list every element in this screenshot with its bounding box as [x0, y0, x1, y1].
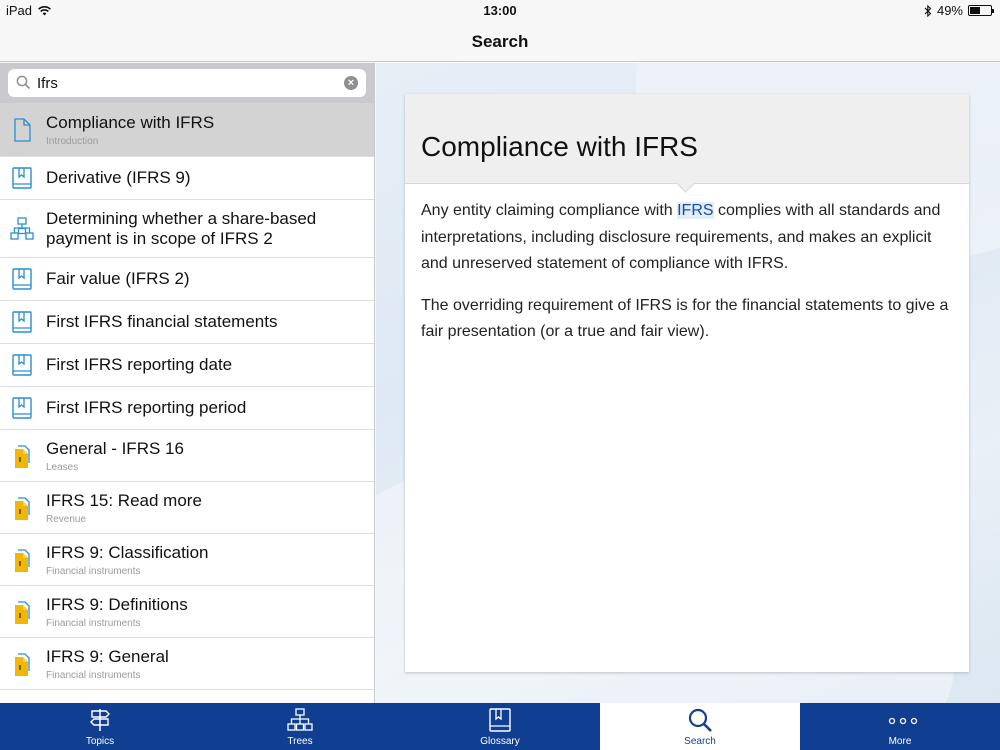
- clear-search-button[interactable]: ×: [344, 76, 358, 90]
- book-icon: [486, 707, 514, 733]
- result-subtitle: Financial instruments: [46, 617, 141, 629]
- search-result-item[interactable]: [0, 586, 374, 638]
- topic-title: Compliance with IFRS: [421, 131, 698, 162]
- result-title: Determining whether a share-based payment is in scope of IFRS 2: [46, 208, 317, 248]
- tab-label: More: [888, 736, 912, 747]
- result-title: IFRS 9: General: [46, 646, 169, 666]
- tree-icon: [286, 707, 314, 733]
- content-area: [376, 63, 1000, 703]
- result-subtitle: Leases: [46, 461, 79, 473]
- search-bar: [0, 63, 374, 103]
- tab-trees[interactable]: [200, 703, 400, 750]
- page-title: Search: [471, 32, 529, 51]
- paragraph-text: complies with all standards and interpretations, including disclosure requirements, and makes an explicit and unreserved statement of compliance with IFRS.: [421, 202, 941, 272]
- topic-document-icon: [10, 443, 34, 469]
- topic-document-icon: [10, 495, 34, 521]
- paragraph-text: Any entity claiming compliance with: [421, 202, 678, 219]
- search-result-item[interactable]: [0, 200, 374, 258]
- result-title: First IFRS reporting date: [46, 355, 233, 374]
- status-bar: [0, 0, 1000, 20]
- device-name: iPad: [6, 3, 33, 18]
- topic-paragraph: The overriding requirement of IFRS is for the financial statements to give a fair presentation (or a true and fair view).: [421, 296, 949, 340]
- result-title: Fair value (IFRS 2): [46, 269, 190, 288]
- search-result-item[interactable]: [0, 430, 374, 482]
- search-result-item[interactable]: [0, 344, 374, 387]
- navigation-bar: [0, 20, 1000, 62]
- tab-more[interactable]: [800, 703, 1000, 750]
- search-highlight[interactable]: IFRS: [677, 202, 714, 219]
- topic-document-icon: [10, 651, 34, 677]
- bluetooth-icon: [924, 5, 932, 17]
- book-icon: [10, 165, 34, 191]
- tab-label: Glossary: [480, 736, 520, 747]
- topic-body: [405, 184, 969, 346]
- book-icon: [10, 309, 34, 335]
- search-input[interactable]: [37, 75, 337, 92]
- result-title: IFRS 15: Read more: [46, 490, 202, 510]
- search-result-item[interactable]: [0, 157, 374, 200]
- search-result-item[interactable]: [0, 482, 374, 534]
- result-subtitle: Financial instruments: [46, 669, 141, 681]
- book-icon: [10, 395, 34, 421]
- search-result-item[interactable]: [0, 301, 374, 344]
- result-title: Derivative (IFRS 9): [46, 168, 191, 187]
- result-title: First IFRS financial statements: [46, 312, 278, 331]
- search-box[interactable]: [8, 69, 366, 97]
- result-title: General - IFRS 16: [46, 438, 184, 458]
- tab-search[interactable]: [600, 703, 800, 750]
- search-result-item[interactable]: [0, 638, 374, 690]
- search-icon: [686, 707, 714, 733]
- battery-fill: [970, 7, 980, 14]
- result-subtitle: Introduction: [46, 135, 99, 147]
- signpost-icon: [86, 707, 114, 733]
- search-results-list: [0, 103, 374, 690]
- tab-label: Search: [684, 736, 716, 747]
- result-subtitle: Revenue: [46, 513, 87, 525]
- topic-document-icon: [10, 547, 34, 573]
- tab-label: Trees: [287, 736, 313, 747]
- result-title: First IFRS reporting period: [46, 398, 247, 417]
- more-icon: [886, 707, 914, 733]
- tab-topics[interactable]: [0, 703, 200, 750]
- topic-card: [405, 94, 969, 672]
- search-sidebar: [0, 63, 375, 703]
- battery-icon: [968, 5, 992, 16]
- result-title: IFRS 9: Classification: [46, 542, 209, 562]
- result-title: Compliance with IFRS: [46, 112, 215, 132]
- topic-paragraph: [421, 198, 953, 278]
- result-subtitle: Financial instruments: [46, 565, 141, 577]
- book-icon: [10, 266, 34, 292]
- search-result-item[interactable]: [0, 387, 374, 430]
- tab-bar: [0, 703, 1000, 750]
- topic-document-icon: [10, 599, 34, 625]
- clock: 13:00: [483, 3, 517, 18]
- book-icon: [10, 352, 34, 378]
- tree-icon: [10, 216, 34, 242]
- battery-percent: 49%: [936, 3, 963, 18]
- status-right: [924, 3, 992, 18]
- topic-header: [405, 94, 969, 184]
- tab-label: Topics: [85, 736, 115, 747]
- result-title: IFRS 9: Definitions: [46, 594, 188, 614]
- search-result-item[interactable]: [0, 103, 374, 157]
- page-icon: [10, 117, 34, 143]
- search-result-item[interactable]: [0, 258, 374, 301]
- search-result-item[interactable]: [0, 534, 374, 586]
- search-icon: [16, 75, 31, 90]
- tab-glossary[interactable]: [400, 703, 600, 750]
